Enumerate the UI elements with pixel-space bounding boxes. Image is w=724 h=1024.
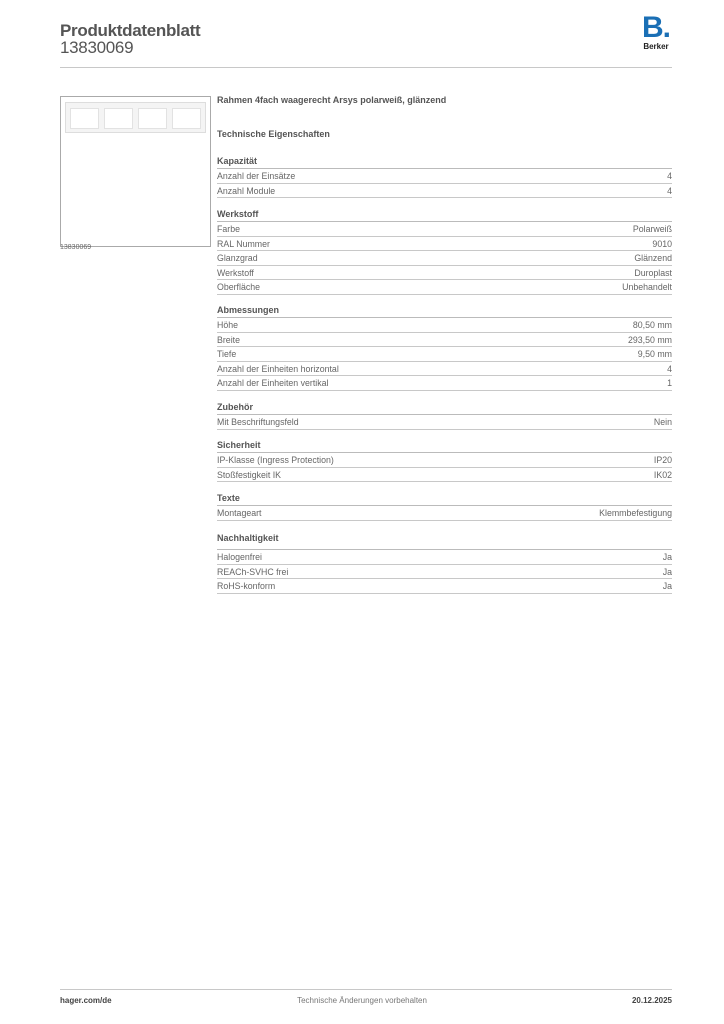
property-row [217, 318, 672, 333]
property-value: Ja [662, 581, 672, 592]
technical-heading: Technische Eigenschaften [217, 129, 330, 139]
section-title: Zubehör [217, 401, 672, 415]
property-label: Werkstoff [217, 267, 254, 278]
property-value: Polarweiß [632, 224, 672, 234]
section-kapazität [217, 155, 672, 198]
property-label: Halogenfrei [217, 552, 262, 562]
property-value: 1 [667, 378, 672, 389]
section-abmessungen [217, 304, 672, 391]
property-row [217, 237, 672, 252]
property-value: 80,50 mm [632, 320, 672, 330]
property-label: Höhe [217, 320, 239, 330]
property-value: IP20 [653, 455, 672, 465]
property-row [217, 506, 672, 521]
section-zubehör [217, 401, 672, 430]
property-value: Glänzend [634, 253, 672, 264]
property-row [217, 453, 672, 468]
section-title: Nachhaltigkeit [217, 532, 672, 550]
document-number: 13830069 [60, 38, 134, 57]
section-title: Kapazität [217, 155, 672, 169]
section-nachhaltigkeit [217, 532, 672, 594]
property-row [217, 280, 672, 295]
property-row [217, 222, 672, 237]
property-value: 9010 [652, 238, 672, 249]
footer-website: hager.com/de [60, 996, 112, 1005]
property-row [217, 362, 672, 377]
logo-brand: Berker [643, 42, 669, 51]
footer-divider [60, 989, 672, 990]
property-label: Anzahl der Einheiten horizontal [217, 363, 339, 374]
property-row [217, 347, 672, 362]
property-value: Nein [653, 417, 672, 427]
property-row [217, 579, 672, 594]
property-row [217, 376, 672, 391]
property-row [217, 266, 672, 281]
section-title: Texte [217, 492, 672, 506]
property-row [217, 251, 672, 266]
page-title: Produktdatenblatt [60, 21, 201, 40]
frame-illustration [65, 102, 206, 133]
property-value: 4 [667, 171, 672, 181]
property-label: Farbe [217, 224, 240, 234]
property-value: 293,50 mm [627, 334, 672, 345]
property-value: Ja [662, 566, 672, 577]
section-texte [217, 492, 672, 521]
property-label: Oberfläche [217, 282, 261, 293]
property-label: Mit Beschriftungsfeld [217, 417, 299, 427]
property-row [217, 468, 672, 483]
section-title: Sicherheit [217, 439, 672, 453]
section-title: Abmessungen [217, 304, 672, 318]
property-label: Breite [217, 334, 240, 345]
property-label: Anzahl der Einheiten vertikal [217, 378, 329, 389]
footer-date: 20.12.2025 [631, 996, 672, 1005]
header-divider [60, 67, 672, 68]
property-row [217, 415, 672, 430]
logo-mark: B. [642, 11, 670, 44]
property-label: RoHS-konform [217, 581, 276, 592]
section-title: Werkstoff [217, 208, 672, 222]
property-label: Anzahl der Einsätze [217, 171, 296, 181]
product-name: Rahmen 4fach waagerecht Arsys polarweiß, glänzend [217, 95, 447, 105]
section-sicherheit [217, 439, 672, 482]
property-value: Klemmbefestigung [599, 508, 672, 518]
property-value: Unbehandelt [622, 282, 672, 293]
property-row [217, 550, 672, 565]
property-value: IK02 [653, 469, 672, 480]
property-label: Anzahl Module [217, 185, 276, 196]
footer-note: Technische Änderungen vorbehalten [297, 996, 427, 1005]
property-label: IP-Klasse (Ingress Protection) [217, 455, 334, 465]
property-value: Ja [662, 552, 672, 562]
property-row [217, 333, 672, 348]
property-label: Tiefe [217, 349, 237, 360]
property-value: Duroplast [634, 267, 672, 278]
section-werkstoff [217, 208, 672, 295]
berker-logo [638, 11, 674, 51]
property-label: Glanzgrad [217, 253, 258, 264]
property-row [217, 565, 672, 580]
image-caption: 13830069 [60, 244, 92, 251]
product-image [60, 96, 211, 247]
property-value: 4 [667, 363, 672, 374]
property-value: 4 [667, 185, 672, 196]
property-label: RAL Nummer [217, 238, 270, 249]
property-label: Stoßfestigkeit IK [217, 469, 282, 480]
property-row [217, 184, 672, 199]
property-value: 9,50 mm [637, 349, 672, 360]
property-row [217, 169, 672, 184]
property-label: REACh-SVHC frei [217, 566, 289, 577]
property-label: Montageart [217, 508, 262, 518]
